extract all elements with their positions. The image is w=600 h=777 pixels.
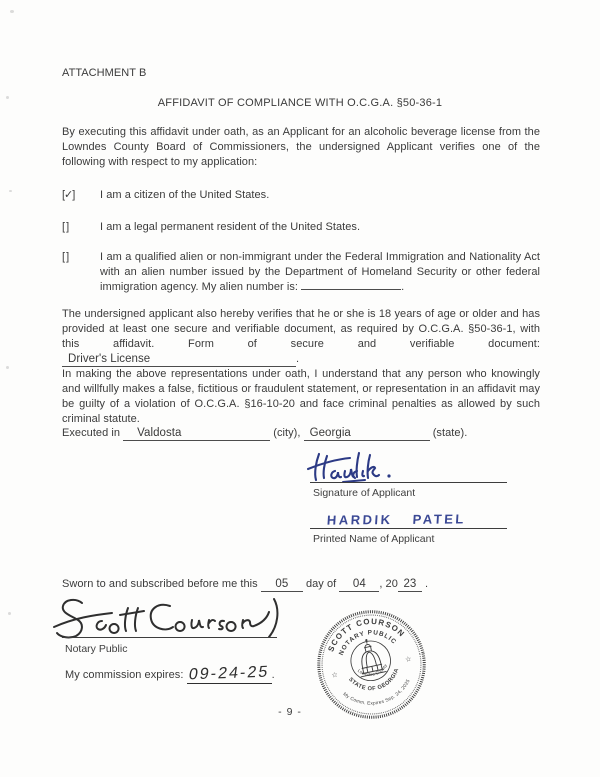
document-title: AFFIDAVIT OF COMPLIANCE WITH O.C.G.A. §50-36-1 [157, 97, 443, 109]
option-citizen-label: I am a citizen of the United States. [100, 189, 270, 201]
option-qualified-alien-label: I am a qualified alien or non-immigrant under the Federal Immigration and Nationality Act with an alien number issued by the Department of Homeland Security or other federal immigration agency. My alien number is: . [100, 251, 540, 293]
applicant-signature-line [310, 482, 507, 483]
document-type-field [62, 353, 296, 367]
printed-name-value: HARDIK PATEL [326, 511, 467, 528]
month-field [339, 578, 379, 592]
option-permanent-resident [62, 220, 540, 235]
sworn-prefix: Sworn to and subscribed before me this [62, 578, 258, 590]
notary-signature-line [62, 637, 277, 638]
year-prefix: , 20 [379, 578, 398, 590]
scan-artifact [8, 612, 11, 615]
commission-line [65, 663, 275, 684]
printed-name-line [310, 528, 507, 529]
option-qualified-alien [62, 250, 540, 295]
month-value: 04 [352, 578, 366, 590]
city-field [123, 427, 270, 441]
city-value: Valdosta [137, 427, 182, 439]
notary-public-label: Notary Public [65, 643, 128, 655]
commission-date-value: 09-24-25 [187, 663, 271, 684]
seal-name-text: SCOTT COURSON [326, 616, 407, 654]
checkbox-empty-icon: [ ] [62, 221, 69, 233]
option-permanent-resident-label: I am a legal permanent resident of the United States. [100, 221, 361, 233]
city-label: (city), [273, 427, 301, 439]
scan-artifact [9, 190, 12, 192]
year-field [398, 578, 422, 592]
commission-date-field [187, 663, 272, 684]
star-icon: ☆ [404, 655, 413, 665]
state-label: (state). [432, 427, 468, 439]
star-icon: ☆ [330, 671, 339, 680]
attachment-label: ATTACHMENT B [62, 67, 147, 79]
applicant-signature-image [305, 448, 415, 486]
sworn-middle: day of [305, 578, 337, 590]
state-value: Georgia [309, 427, 351, 439]
penalty-paragraph: In making the above representations under oath, I understand that any person who knowingly and willfully makes a false, fictitious or fraudulent statement, or representation in an affidavit may be guilty of a violation of O.C.G.A. §16-10-20 and face criminal penalties as allowed by such criminal statute. [62, 368, 540, 425]
intro-paragraph: By executing this affidavit under oath, as an Applicant for an alcoholic beverage license from the Lowndes County Board of Commissioners, the undersigned Applicant verifies one of the following with respect to my application: [62, 126, 540, 168]
option-citizen [62, 188, 540, 203]
year-value: 23 [403, 578, 417, 590]
alien-number-blank [301, 289, 401, 290]
scan-artifact [6, 366, 9, 369]
seal-state-text: STATE OF GEORGIA [347, 667, 401, 693]
day-field [261, 578, 303, 592]
checkbox-checked-icon: [✓] [62, 189, 75, 201]
commission-label: My commission expires: [65, 669, 184, 681]
page-number: - 9 - [278, 706, 302, 718]
notary-signature-image [52, 596, 280, 642]
sworn-suffix: . [425, 578, 429, 590]
day-value: 05 [275, 578, 289, 590]
commission-suffix: . [271, 669, 275, 681]
document-type-value: Driver's License [68, 353, 151, 365]
checkbox-empty-icon: [ ] [62, 251, 69, 263]
seal-county-text: Lowndes County [356, 663, 389, 678]
seal-title-text: NOTARY PUBLIC [337, 629, 398, 657]
signature-of-applicant-label: Signature of Applicant [313, 487, 416, 499]
execution-line [62, 426, 562, 441]
state-field [304, 427, 430, 441]
sworn-line [62, 577, 562, 592]
printed-name-label: Printed Name of Applicant [313, 533, 435, 545]
seal-expires-text: My Comm. Expires Sep. 24, 2025 [342, 678, 411, 706]
execution-prefix: Executed in [62, 427, 121, 439]
scan-artifact [10, 10, 14, 13]
verification-paragraph: The undersigned applicant also hereby verifies that he or she is 18 years of age or older and has provided at least one secure and verifiable document, as required by O.C.G.A. §50-36-1, with this affidavit. Form of secure and verifiable document: Driver's License . [62, 308, 540, 365]
